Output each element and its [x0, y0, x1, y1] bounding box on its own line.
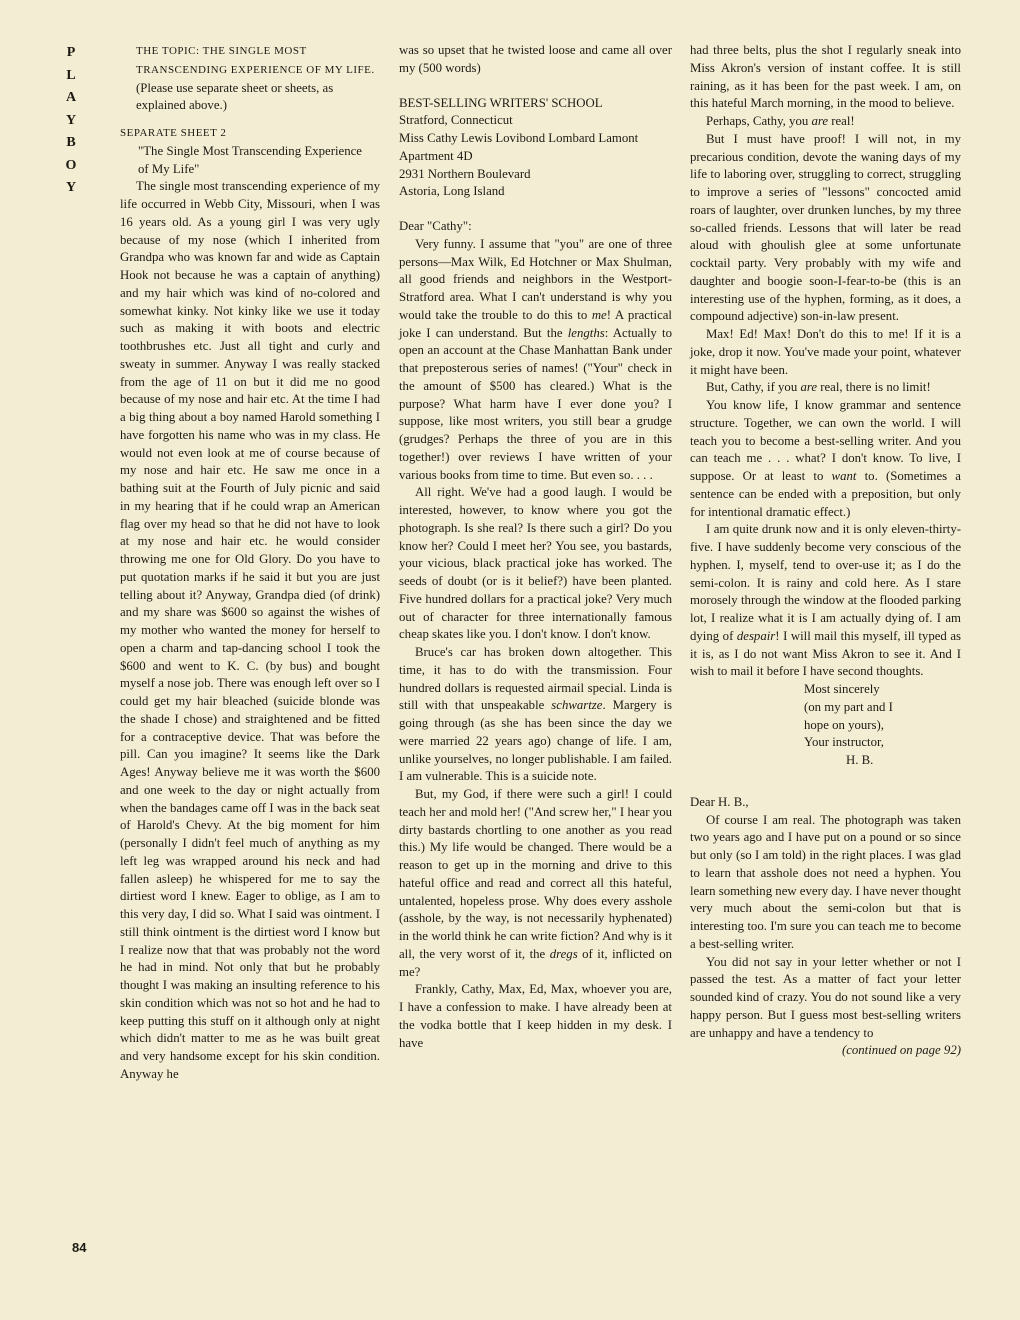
sheet-label: SEPARATE SHEET 2	[120, 127, 227, 139]
text-run: : Actually to open an account at the Chase Manhattan Bank under that preposterous series of names! ("Your" check in the amount of $500 has cleared.) What is the purpose? What harm have I ever done you? I suppose, like most writers, you still bear a grudge (grudges? Perhaps the three of you are in this together!) over reviews I have written of your various books from time to time. But even so. . . .	[399, 325, 672, 482]
paragraph: Frankly, Cathy, Max, Ed, Max, whoever you are, I have a confession to make. I have already been at the vodka bottle that I keep hidden in my desk. I have	[399, 982, 672, 1050]
text-run: ! I will mail this myself, ill typed as it is, as I do not want Miss Akron to see it. And I wish to mail it before I have second thoughts.	[690, 628, 961, 679]
address-block	[399, 130, 672, 201]
text-run: But, Cathy, if you	[706, 380, 801, 395]
paragraph	[399, 644, 672, 786]
paragraph	[690, 113, 961, 131]
address-line: Apartment 4D	[399, 148, 473, 163]
text-run: to. (Sometimes a sentence can be ended with a preposition, but only for intentional dramatic effect.)	[690, 469, 961, 519]
address-line: Astoria, Long Island	[399, 184, 505, 199]
text-run: Very funny. I assume that "you" are one of three persons—Max Wilk, Ed Hotchner or Max Shulman, all good friends and neighbors in the Westport-Stratford area. What I can't understand is why you would take the trouble to do this to	[399, 236, 672, 322]
paragraph: But I must have proof! I will not, in my precarious condition, devote the waning days of my life to laboring over, struggling to correct, struggling to improve a series of "lessons" concocted amid roars of laughter, over drunken lunches, by my three so-called friends. Lessons that will later be read aloud with ghoulish glee at some unfortunate cocktail party. Very probably with my wife and daughter and boogie soon-I-fear-to-be (this is an interesting use of the hyphen, forming, as it does, a compound adjective) son-in-law present.	[690, 131, 961, 324]
text-run-italic: despair	[736, 628, 776, 643]
salutation: Dear "Cathy":	[399, 219, 472, 233]
topic-block	[136, 42, 380, 115]
text-run: You know life, I know grammar and sentence structure. Together, we can own the world. I will teach you to become a best-selling writer. And you can teach me . . . what? I don't know. To live, I suppose. Or at least to	[690, 398, 961, 483]
salutation: Dear H. B.,	[690, 794, 749, 809]
runhead-letter: B	[66, 135, 76, 150]
signature: H. B.	[846, 753, 874, 767]
text-run-italic: are	[811, 114, 829, 128]
text-run-italic: want	[831, 469, 857, 483]
paragraph: You did not say in your letter whether or not I passed the test. As a matter of fact your letter sounded kind of crazy. You do not sound like a very happy person. But I guess most best-selling writers are unhappy and have a tendency to	[690, 954, 961, 1040]
text-run: But, my God, if there were such a girl! I could teach her and mold her! ("And screw her," I hear you dirty bastards chortling to one another as you read this.) My life would be changed. There would be a reason to get up in the morning and drive to this hateful office and read and correct all this hateful, untalented, hopeless prose. Why does every asshole (asshole, by the way, is not necessarily hyphenated) in the world think he can write fiction? And why is it all, the very worst of it, the	[399, 787, 672, 961]
closing-line: Your instructor,	[804, 735, 884, 750]
text-run: I am quite drunk now and it is only eleven-thirty-five. I have suddenly become very conscious of the hyphen. I, myself, tend to over-use it; as I do the semi-colon. It is rainy and cold here. As I stare morosely through the window at the flooded parking lot, I realize what it is I am actually dying of. I am dying of	[690, 522, 961, 643]
paragraph: had three belts, plus the shot I regularly sneak into Miss Akron's version of instant coffee. It is still raining, as it has been for the past week. I am, on this hateful March morning, in the mood to believe.	[690, 43, 961, 111]
address-line: 2931 Northern Boulevard	[399, 166, 531, 181]
column-3	[690, 42, 961, 1060]
paragraph: All right. We've had a good laugh. I would be interested, however, to know where you got the photograph. Is she real? Is there such a girl? Do you know her? Could I meet her? You see, you bastards, your vicious, black practical joke has worked. The seeds of doubt (or is it belief?) have been planted. Five hundred dollars for a practical joke? Very much out of character for three internationally famous cheap skates like you. I don't know. I don't know.	[399, 485, 672, 642]
runhead-letter: Y	[65, 112, 77, 128]
paragraph	[399, 786, 672, 981]
text-run-italic: schwartze	[551, 698, 603, 713]
school-location: Stratford, Connecticut	[399, 113, 513, 128]
text-run: Perhaps, Cathy, you	[706, 114, 812, 128]
running-head	[60, 42, 82, 200]
text-run-italic: are	[800, 380, 818, 395]
page-number: 84	[72, 1240, 87, 1255]
address-line: Miss Cathy Lewis Lovibond Lombard Lamont	[399, 131, 639, 145]
paragraph	[399, 236, 672, 485]
essay-body: The single most transcending experience of my life occurred in Webb City, Missouri, when I was 16 years old. As a young girl I was very ugly because of my nose (which I inherited from Grandpa who was known far and wide as Captain Hook not because he was a captain of anything) and my hair which was kind of no-colored and somewhat kinky. Not kinky like we use it today such as making it with boots and electric toothbrushes etc. Just all tight and curly and sweaty in summer. Anyway I was really stacked from the age of 11 on but it did me no good because of my nose and hair etc. At the time I had a big thing about a boy named Harold something I have forgotten his name who was in my class. He would not even look at me of course because of my nose and hair etc. He saw me once in a bathing suit at the Fourth of July picnic and said in my hearing that if he could wrap an American flag over my head so that he did not have to look at my nose and hair etc. he would consider throwing me one for Old Glory. Do you have to put quotation marks if he said it but you are just telling about it? Anyway, Grandpa died (of drink) and my share was $600 so against the wishes of my mother who wanted the money for herself to open a charm and tap-dancing school I took the $600 and went to K. C. (by bus) and bought myself a nose job. There was enough left over so I could get my hair bleached (suicide blonde was the shade I chose) and straightened and be fitted for a contraceptive device. That was before the pill. Can you imagine? It seems like the Dark Ages! Anyway believe me it was worth the $600 and one week to the day or night actually from when the bandages came off I was in the back seat of Harold's Chevy. At the big moment for him (personally I didn't feel much of anything as my left leg was wrapped around his neck and had fallen asleep) he whispered for me to say the dirtiest word I knew. Eager to oblige, as I am to this very day, I did so. What I said was ointment. I still think ointment is the dirtiest word I know but I realize now that that was probably not the word he had in mind. Not only that but he probably thought I was making an insulting reference to his skin condition which was not so hot and he had to keep putting this stuff on it although only at night which didn't matter to me as he was built great and very handsome except for his skin condition. Anyway he	[120, 179, 380, 1081]
closing-line: (on my part and I	[804, 699, 893, 714]
topic-label: THE TOPIC: THE SINGLE MOST TRANSCENDING EXPERIENCE OF MY LIFE.	[136, 45, 375, 76]
text-run: ! A practical joke I can understand. But the	[399, 307, 672, 340]
text-run: Bruce's car has broken down altogether. This time, it has to do with the transmission. Four hundred dollars is requested airmail special. Linda is still with that unspeakable	[399, 645, 672, 713]
text-run: real, there is no limit!	[817, 380, 931, 395]
text-run: real!	[828, 114, 855, 128]
paragraph	[690, 379, 961, 397]
column-2	[399, 42, 672, 1052]
topic-note: (Please use separate sheet or sheets, as explained above.)	[136, 80, 334, 113]
closing-line: hope on yours),	[804, 717, 884, 732]
text-run-italic: me	[591, 307, 607, 322]
paragraph: was so upset that he twisted loose and came all over my (500 words)	[399, 43, 672, 75]
paragraph	[690, 521, 961, 681]
letter-closing	[690, 681, 961, 770]
runhead-letter: O	[65, 157, 77, 173]
runhead-letter: P	[66, 45, 76, 60]
continued-note: (continued on page 92)	[841, 1043, 961, 1058]
paragraph: Max! Ed! Max! Don't do this to me! If it is a joke, drop it now. You've made your point, whatever it might have been.	[690, 327, 961, 377]
text-run: of it, inflicted on me?	[399, 946, 672, 979]
paragraph: Of course I am real. The photograph was taken two years ago and I have put on a pound or so since but only (so I am told) in the right places. I was glad to learn that asshole does not need a hyphen. You learn something new every day. I have never thought very much about the semi-colon but that is interesting too. I'm sure you can teach me to become a best-selling writer.	[690, 812, 962, 951]
text-run: . Margery is going through (as she has been since the day we were married 22 years ago) change of life. I am, unlike yourselves, no longer publishable. I am failed. I am vulnerable. This is a suicide note.	[399, 698, 672, 784]
runhead-letter: Y	[65, 180, 77, 195]
essay-title: "The Single Most Transcending Experience of My Life"	[138, 143, 362, 176]
school-name: BEST-SELLING WRITERS' SCHOOL	[399, 95, 603, 110]
runhead-letter: L	[66, 67, 76, 83]
continued-line	[690, 1042, 961, 1060]
text-run-italic: dregs	[549, 946, 578, 961]
column-1	[120, 42, 380, 1084]
runhead-letter: A	[65, 90, 77, 105]
text-run-italic: lengths	[567, 325, 605, 340]
closing-line: Most sincerely	[804, 682, 880, 696]
paragraph	[690, 397, 961, 521]
